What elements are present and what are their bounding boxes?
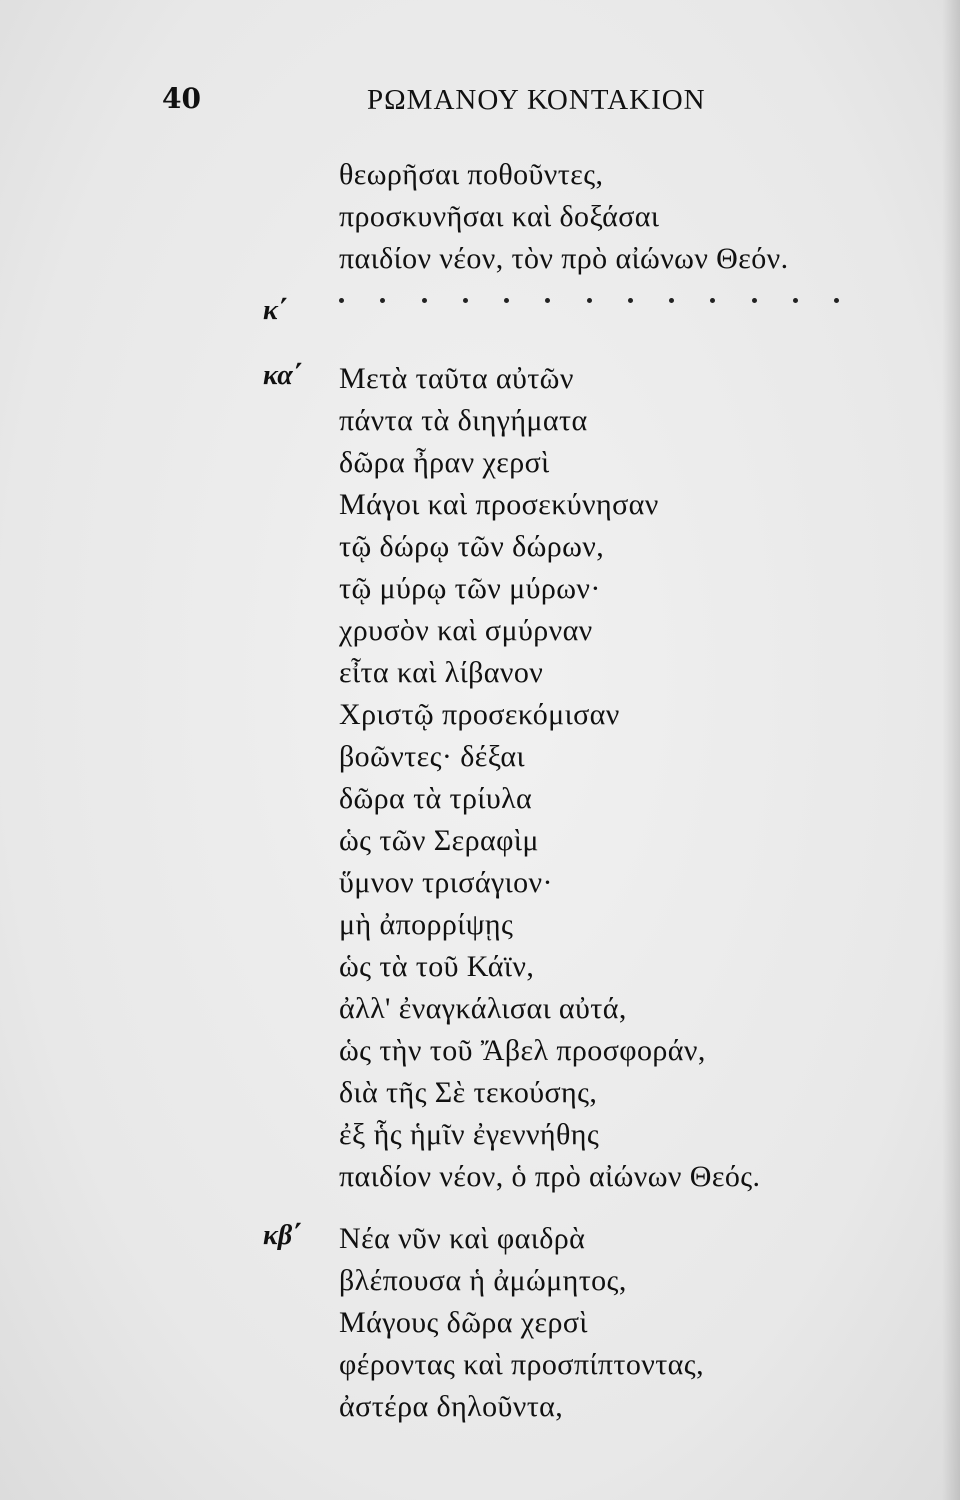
verse-line: Μάγους δῶρα χερσὶ (339, 1306, 588, 1339)
verse-line: δῶρα τὰ τρίυλα (339, 782, 533, 815)
verse-line: Νέα νῦν καὶ φαιδρὰ (339, 1222, 586, 1255)
verse-line: ἐξ ἧς ἡμῖν ἐγεννήθης (339, 1118, 600, 1151)
running-title: ΡΩΜΑΝΟΥ ΚΟΝΤΑΚΙΟΝ (367, 84, 706, 116)
verse-line: ὕμνον τρισάγιον· (339, 866, 553, 899)
verse-line: δῶρα ἦραν χερσὶ (339, 446, 550, 479)
verse-line: τῷ δώρῳ τῶν δώρων, (339, 530, 605, 563)
verse-line: βοῶντες· δέξαι (339, 740, 525, 773)
verse-line: πάντα τὰ διηγήματα (339, 404, 588, 437)
verse-line: προσκυνῆσαι καὶ δοξάσαι (339, 200, 660, 233)
verse-line: θεωρῆσαι ποθοῦντες, (339, 158, 604, 191)
verse-line: μὴ ἀπορρίψῃς (339, 908, 514, 941)
stanza-ka (339, 358, 760, 1198)
verse-line: διὰ τῆς Σὲ τεκούσης, (339, 1076, 598, 1109)
stanza-kb (339, 1218, 704, 1428)
dot (587, 298, 592, 303)
dot (752, 298, 757, 303)
dot (339, 298, 344, 303)
verse-line: Μετὰ ταῦτα αὐτῶν (339, 362, 574, 395)
verse-line: ὡς τὴν τοῦ Ἄβελ προσφοράν, (339, 1034, 706, 1067)
dot (793, 298, 798, 303)
verse-line: βλέπουσα ἡ ἀμώμητος, (339, 1264, 627, 1297)
stanza-continuation (339, 154, 789, 280)
verse-line: χρυσὸν καὶ σμύρναν (339, 614, 593, 647)
verse-line: φέροντας καὶ προσπίπτοντας, (339, 1348, 704, 1381)
stanza-number-ka: κα΄ (263, 360, 303, 391)
dot (710, 298, 715, 303)
page-number: 40 (162, 82, 201, 115)
dot (463, 298, 468, 303)
stanza-number-kb: κβ΄ (263, 1220, 302, 1251)
verse-line: παιδίον νέον, ὁ πρὸ αἰώνων Θεός. (339, 1160, 761, 1193)
dot (545, 298, 550, 303)
stanza-number-k: κ΄ (263, 295, 288, 326)
verse-line: ἀστέρα δηλοῦντα, (339, 1390, 564, 1423)
dot (380, 298, 385, 303)
verse-line: ἀλλ' ἐναγκάλισαι αὐτά, (339, 992, 627, 1025)
lacuna-dots (339, 298, 839, 303)
dot (669, 298, 674, 303)
verse-line: εἶτα καὶ λίβανον (339, 656, 544, 689)
dot (504, 298, 509, 303)
dot (628, 298, 633, 303)
dot (834, 298, 839, 303)
verse-line: ὡς τῶν Σεραφὶμ (339, 824, 539, 857)
verse-line: τῷ μύρῳ τῶν μύρων· (339, 572, 601, 605)
verse-line: ὡς τὰ τοῦ Κάϊν, (339, 950, 535, 983)
verse-line: παιδίον νέον, τὸν πρὸ αἰώνων Θεόν. (339, 242, 789, 275)
page-edge-shadow (942, 0, 960, 1500)
verse-line: Μάγοι καὶ προσεκύνησαν (339, 488, 659, 521)
verse-line: Χριστῷ προσεκόμισαν (339, 698, 620, 731)
dot (422, 298, 427, 303)
